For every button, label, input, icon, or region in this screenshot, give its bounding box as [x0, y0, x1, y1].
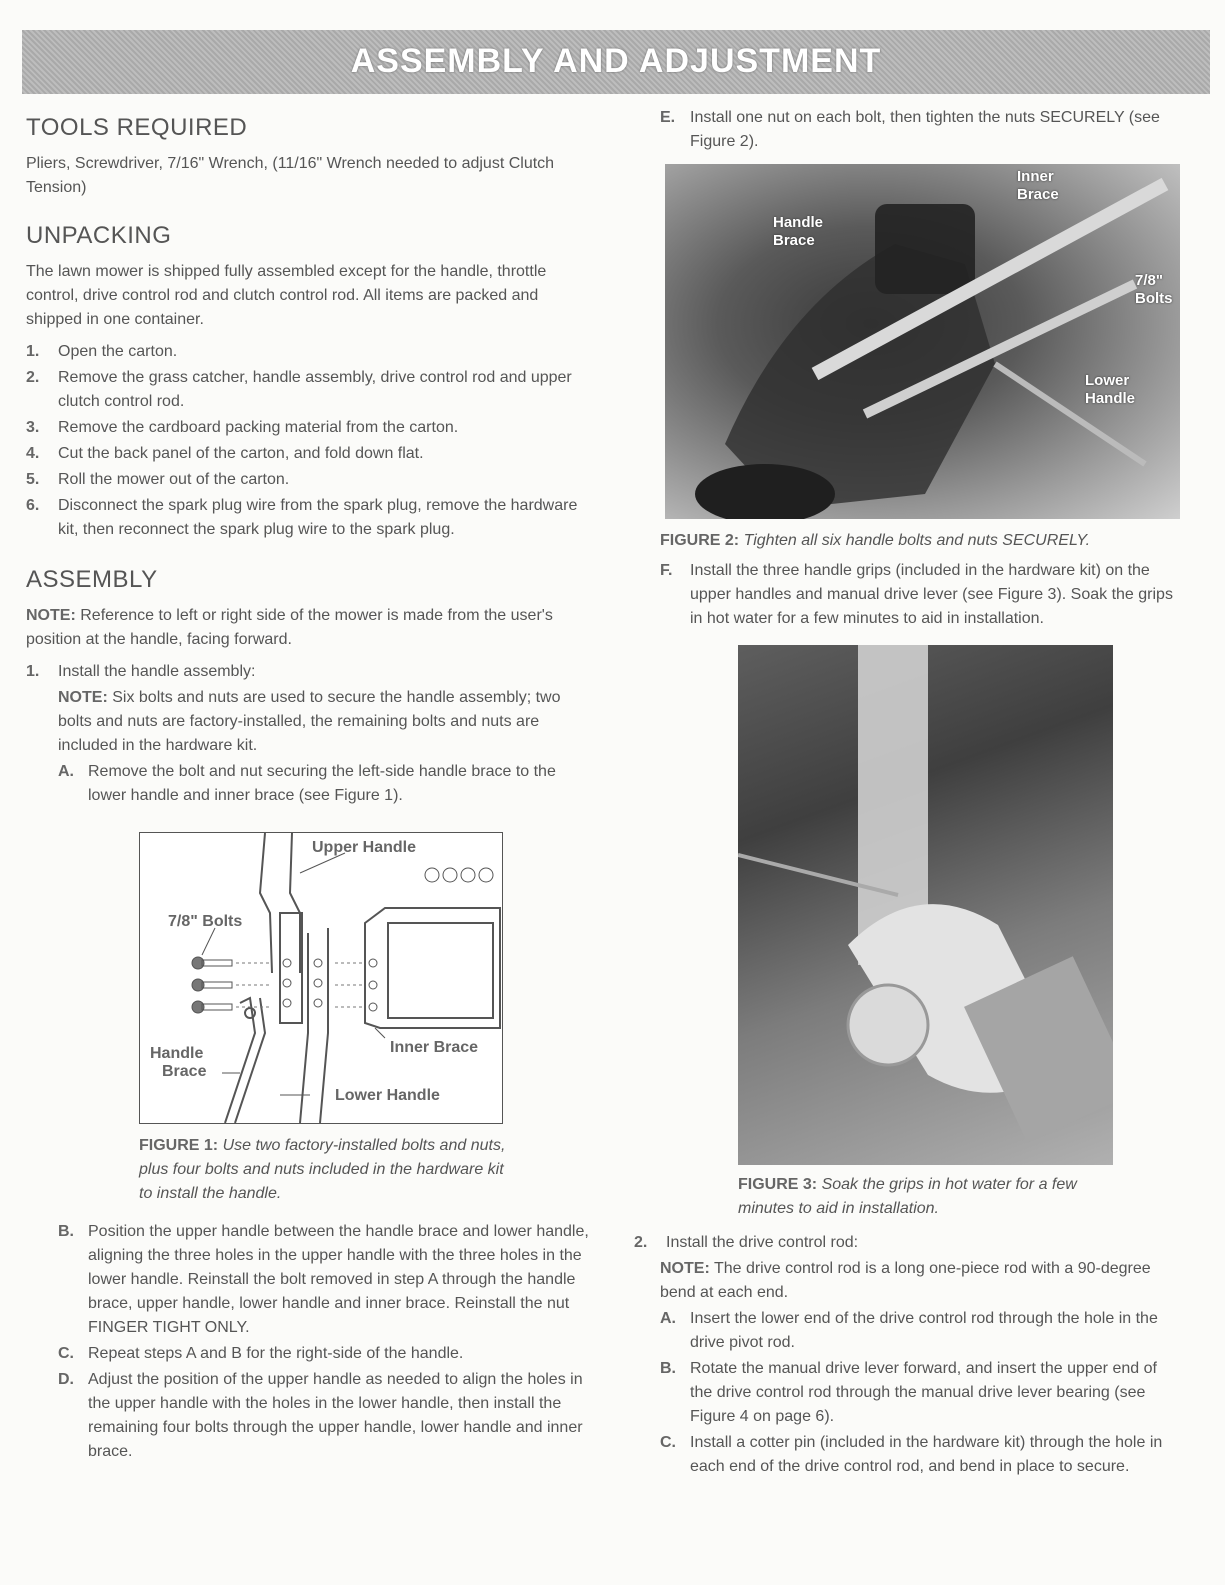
unpacking-step	[26, 468, 591, 492]
caption-label: FIGURE 3:	[738, 1176, 818, 1193]
label-handle-brace-1: Handle	[150, 1045, 204, 1062]
page-title: ASSEMBLY AND ADJUSTMENT	[350, 42, 882, 80]
handle-grip-photo	[738, 645, 1113, 1165]
step-text: Install one nut on each bolt, then tighten the nuts SECURELY (see Figure 2).	[690, 109, 1160, 150]
assembly-heading: ASSEMBLY	[26, 566, 158, 593]
tools-text: Pliers, Screwdriver, 7/16" Wrench, (11/16" Wrench needed to adjust Clutch Tension)	[26, 155, 555, 196]
label-handle-brace-2: Brace	[773, 232, 815, 249]
note-text: Six bolts and nuts are used to secure the handle assembly; two bolts and nuts are factory-installed, the remaining bolts and nuts are included in the hardware kit.	[58, 689, 561, 754]
drive-step-a	[660, 1307, 1180, 1355]
assembly-step-e	[660, 106, 1180, 154]
assembly-step-d	[58, 1368, 591, 1464]
step-text: Insert the lower end of the drive control rod through the hole in the drive pivot rod.	[690, 1310, 1158, 1351]
step-letter: F.	[660, 562, 673, 579]
assembly-step-c	[58, 1342, 591, 1366]
step-letter: B.	[58, 1223, 74, 1240]
step-number: 4.	[26, 445, 40, 462]
step-text: Remove the bolt and nut securing the left-side handle brace to the lower handle and inner brace (see Figure 1).	[88, 763, 556, 804]
step-text: Disconnect the spark plug wire from the spark plug, remove the hardware kit, then reconnect the spark plug wire to the spark plug.	[58, 497, 578, 538]
assembly-step-2	[634, 1231, 1180, 1255]
step-number: 2.	[26, 369, 40, 386]
step-text: Install the three handle grips (included in the hardware kit) on the upper handles and manual drive lever (see Figure 3). Soak the grips in hot water for a few minutes to aid in installation.	[690, 562, 1173, 627]
note-label: NOTE:	[660, 1260, 710, 1277]
label-inner-1: Inner	[1017, 168, 1054, 185]
assembly-step-1	[26, 660, 591, 684]
label-bolts: 7/8" Bolts	[168, 913, 243, 930]
assembly-step-b	[58, 1220, 591, 1340]
step-letter: C.	[58, 1345, 74, 1362]
left-column	[26, 108, 591, 1466]
caption-label: FIGURE 1:	[139, 1137, 219, 1154]
unpacking-step	[26, 442, 591, 466]
label-upper-handle: Upper Handle	[312, 839, 417, 856]
step-text: Install the handle assembly:	[58, 663, 256, 680]
handle-note	[58, 686, 591, 758]
label-lower-handle: Lower Handle	[335, 1087, 440, 1104]
step-text: Open the carton.	[58, 343, 178, 360]
note-text: The drive control rod is a long one-piece rod with a 90-degree bend at each end.	[660, 1260, 1151, 1301]
step-number: 1.	[26, 343, 40, 360]
figure-3-photo	[738, 645, 1113, 1165]
step-letter: E.	[660, 109, 676, 126]
label-handle-brace-1: Handle	[773, 214, 824, 231]
mower-handle-photo	[665, 164, 1180, 519]
figure-2-caption	[660, 529, 1180, 553]
figure-1-caption	[139, 1134, 509, 1206]
assembly-step-a	[58, 760, 591, 808]
step-text: Install the drive control rod:	[666, 1234, 859, 1251]
label-lower-1: Lower	[1085, 372, 1130, 389]
label-inner-2: Brace	[1017, 186, 1059, 203]
unpacking-intro: The lawn mower is shipped fully assembled except for the handle, throttle control, drive control rod and clutch control rod. All items are packed and shipped in one container.	[26, 263, 547, 328]
step-text: Remove the grass catcher, handle assembly, drive control rod and upper clutch control rod.	[58, 369, 572, 410]
step-letter: A.	[58, 763, 74, 780]
note-label: NOTE:	[58, 689, 108, 706]
unpacking-step	[26, 494, 591, 542]
right-column	[634, 106, 1180, 1481]
tools-heading: TOOLS REQUIRED	[26, 114, 248, 141]
unpacking-step	[26, 416, 591, 440]
drive-step-b	[660, 1357, 1180, 1429]
section-banner	[22, 30, 1210, 94]
step-text: Repeat steps A and B for the right-side of the handle.	[88, 1345, 464, 1362]
step-text: Roll the mower out of the carton.	[58, 471, 290, 488]
step-number: 3.	[26, 419, 40, 436]
step-number: 5.	[26, 471, 40, 488]
label-bolts-1: 7/8"	[1135, 272, 1163, 289]
drive-rod-note	[660, 1257, 1180, 1305]
unpacking-steps	[26, 340, 591, 542]
step-number: 6.	[26, 497, 40, 514]
assembly-note	[26, 604, 591, 652]
unpacking-step	[26, 366, 591, 414]
figure-3-caption	[738, 1173, 1118, 1221]
step-text: Position the upper handle between the handle brace and lower handle, aligning the three holes in the upper handle with the three holes in the lower handle. Reinstall the bolt removed in step A through the handle brace, upper handle, lower handle and inner brace. Reinstall the nut FINGER TIGHT ONLY.	[88, 1223, 589, 1336]
step-letter: C.	[660, 1434, 676, 1451]
note-label: NOTE:	[26, 607, 76, 624]
label-lower-2: Handle	[1085, 390, 1136, 407]
figure-2-photo	[665, 164, 1180, 519]
step-number: 2.	[634, 1234, 648, 1251]
assembly-step-f	[660, 559, 1180, 631]
figure-1-diagram	[139, 832, 503, 1124]
step-letter: D.	[58, 1371, 74, 1388]
label-inner-brace: Inner Brace	[390, 1039, 479, 1056]
label-handle-brace-2: Brace	[162, 1063, 207, 1080]
step-text: Cut the back panel of the carton, and fold down flat.	[58, 445, 424, 462]
step-text: Adjust the position of the upper handle as needed to align the holes in the upper handle with the holes in the lower handle, then install the remaining four bolts through the upper handle, lower handle and inner brace.	[88, 1371, 583, 1460]
step-text: Rotate the manual drive lever forward, and insert the upper end of the drive control rod through the manual drive lever bearing (see Figure 4 on page 6).	[690, 1360, 1157, 1425]
drive-step-c	[660, 1431, 1180, 1479]
note-text: Reference to left or right side of the mower is made from the user's position at the handle, facing forward.	[26, 607, 553, 648]
caption-text: Use two factory-installed bolts and nuts, plus four bolts and nuts included in the hardware kit to install the handle.	[139, 1137, 506, 1202]
caption-label: FIGURE 2:	[660, 532, 740, 549]
step-letter: B.	[660, 1360, 676, 1377]
step-number: 1.	[26, 663, 40, 680]
caption-text: Soak the grips in hot water for a few minutes to aid in installation.	[738, 1176, 1077, 1217]
step-text: Remove the cardboard packing material from the carton.	[58, 419, 459, 436]
caption-text: Tighten all six handle bolts and nuts SECURELY.	[743, 532, 1091, 549]
step-text: Install a cotter pin (included in the hardware kit) through the hole in each end of the drive control rod, and bend in place to secure.	[690, 1434, 1163, 1475]
step-letter: A.	[660, 1310, 676, 1327]
label-bolts-2: Bolts	[1135, 290, 1173, 307]
unpacking-step	[26, 340, 591, 364]
unpacking-heading: UNPACKING	[26, 222, 172, 249]
